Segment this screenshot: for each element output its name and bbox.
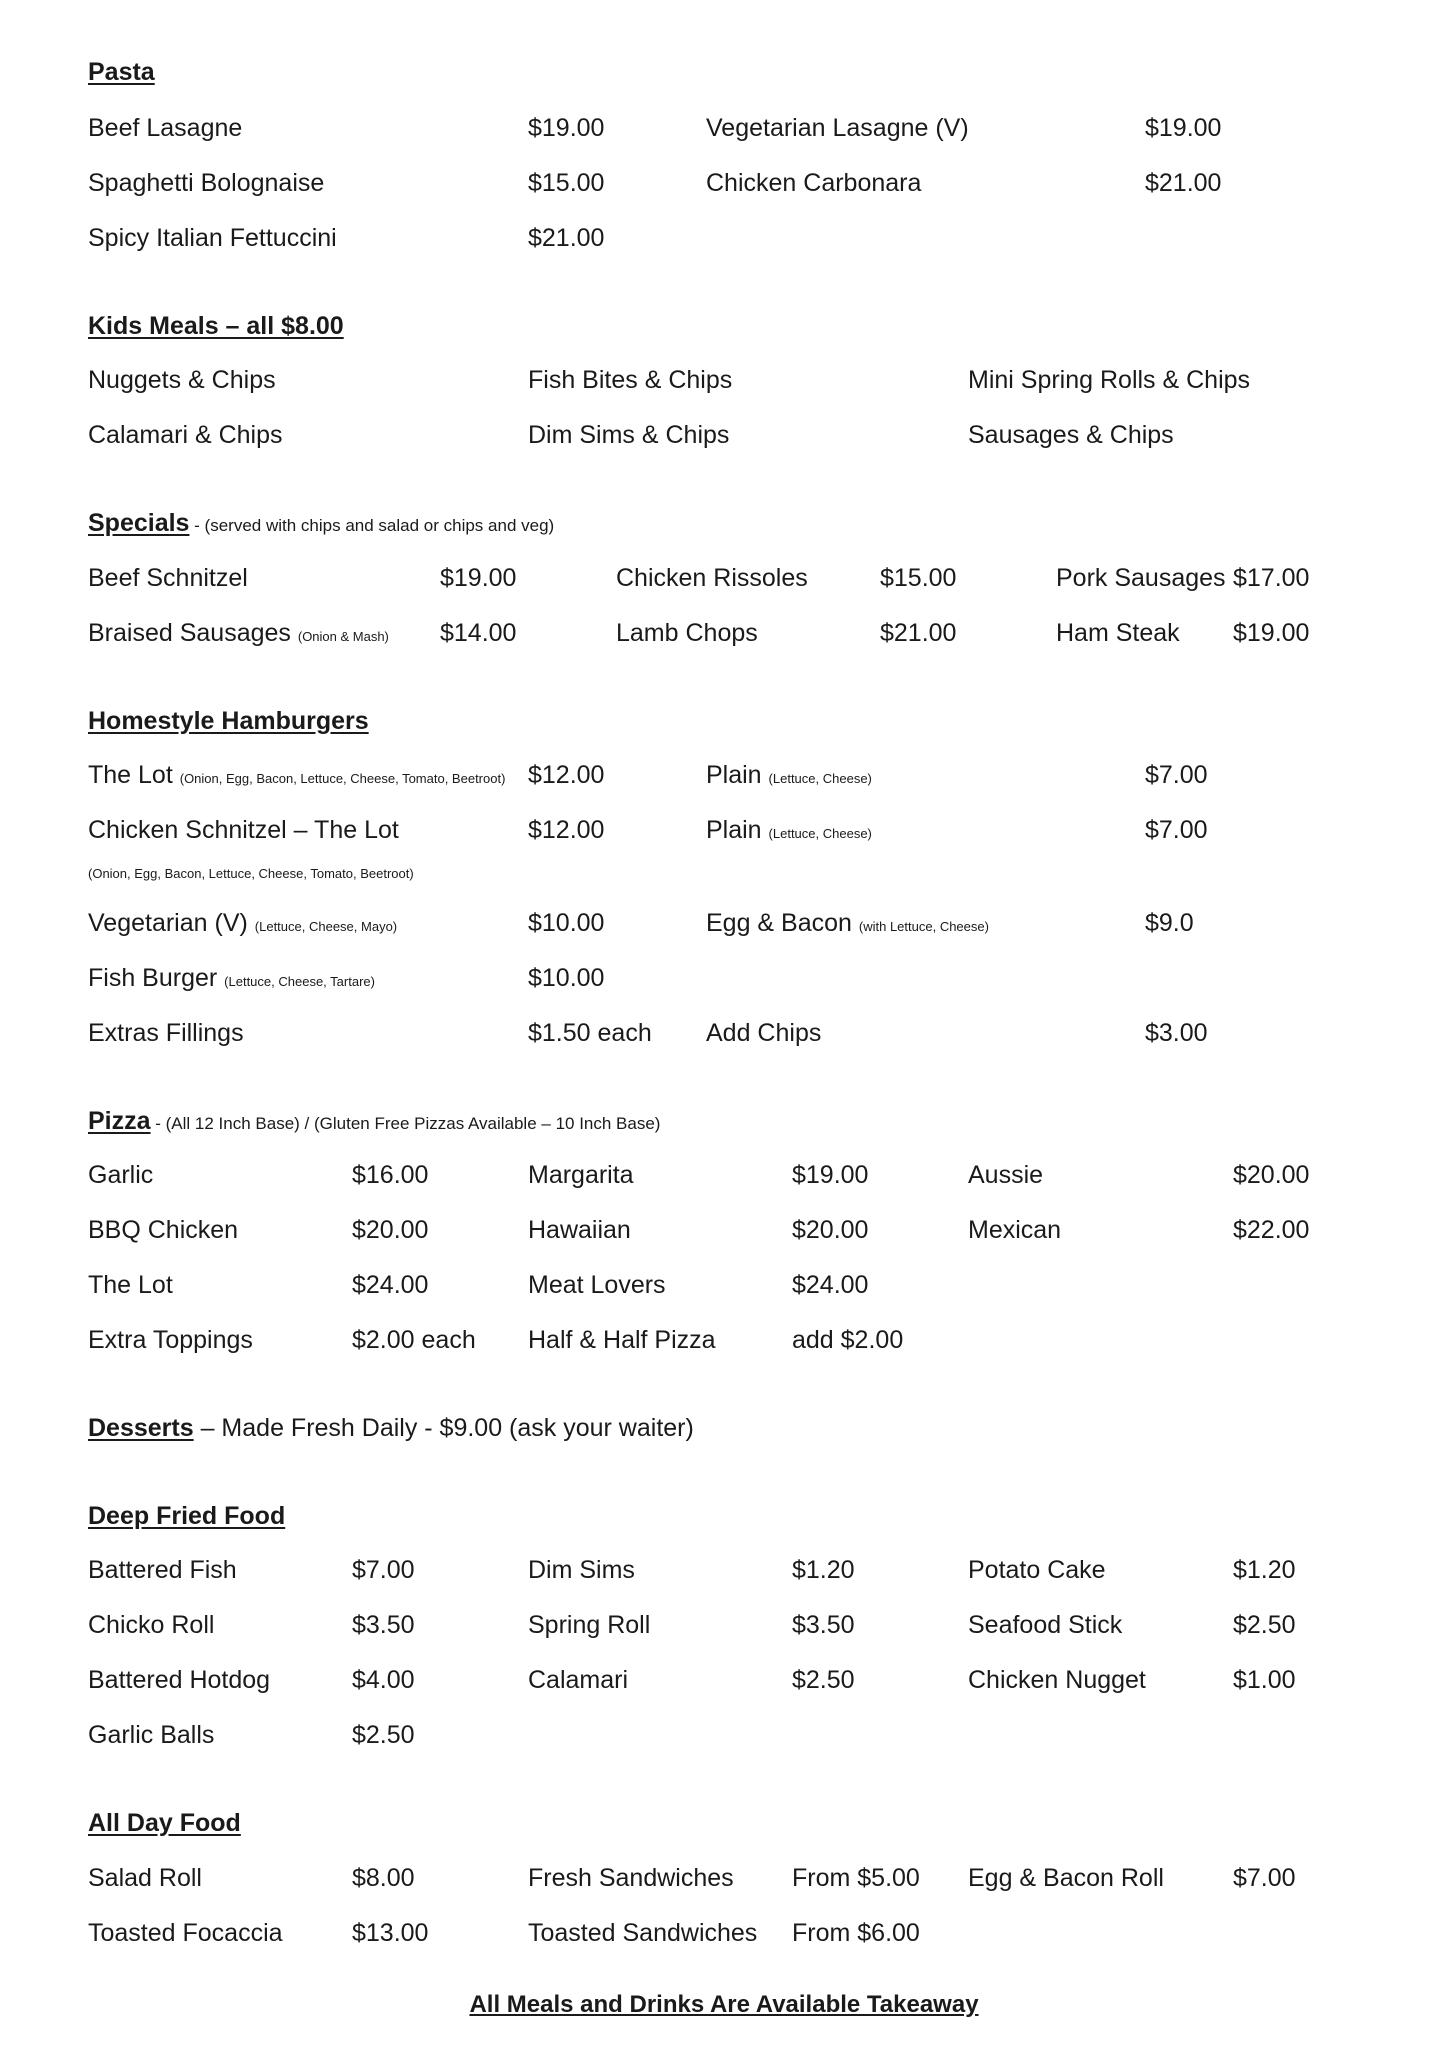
menu-item-price: $20.00 — [1233, 1161, 1310, 1189]
menu-item-name: Egg & Bacon Roll — [968, 1864, 1164, 1892]
menu-item-price: $2.00 each — [352, 1326, 476, 1354]
menu-item-price: add $2.00 — [792, 1326, 904, 1354]
menu-item — [88, 963, 375, 997]
menu-item-name: The Lot — [88, 761, 173, 789]
menu-item-price: $7.00 — [1145, 761, 1208, 789]
section-heading-all-day: All Day Food — [88, 1809, 241, 1837]
menu-item-detail: (Lettuce, Cheese, Tartare) — [224, 974, 375, 989]
section-header-specials — [88, 508, 554, 541]
menu-item-name: Extras Fillings — [88, 1019, 244, 1047]
menu-item-price: $3.00 — [1145, 1019, 1208, 1047]
menu-item-price: $7.00 — [1145, 816, 1208, 844]
section-note: - (All 12 Inch Base) / (Gluten Free Pizzas Available – 10 Inch Base) — [150, 1114, 661, 1133]
menu-item-name: Pork Sausages — [1056, 564, 1226, 592]
section-header-desserts — [88, 1413, 694, 1443]
menu-item-price: $20.00 — [352, 1216, 429, 1244]
menu-item-name: Salad Roll — [88, 1864, 202, 1892]
section-heading-pizza: Pizza — [88, 1107, 151, 1135]
menu-item-price: $2.50 — [792, 1666, 855, 1694]
menu-item-name: Beef Lasagne — [88, 114, 243, 142]
menu-item-name: Plain — [706, 816, 762, 844]
menu-item-name: Dim Sims — [528, 1556, 635, 1584]
menu-item-price: $21.00 — [1145, 169, 1222, 197]
section-heading-hamburgers: Homestyle Hamburgers — [88, 707, 369, 735]
menu-item-name: Mini Spring Rolls & Chips — [968, 366, 1251, 394]
menu-item-name: Chicken Carbonara — [706, 169, 922, 197]
menu-item-name: Lamb Chops — [616, 619, 758, 647]
menu-item-price: $1.50 each — [528, 1019, 652, 1047]
menu-item-name: Hawaiian — [528, 1216, 631, 1244]
menu-item — [88, 760, 505, 794]
menu-item-name: Fresh Sandwiches — [528, 1864, 734, 1892]
menu-item-name: Chicken Schnitzel – The Lot — [88, 816, 399, 844]
menu-item-name: Aussie — [968, 1161, 1044, 1189]
menu-item-price: $7.00 — [1233, 1864, 1296, 1892]
menu-item-name: Vegetarian (V) — [88, 909, 248, 937]
section-heading-desserts: Desserts — [88, 1414, 194, 1442]
menu-item-name: Egg & Bacon — [706, 909, 852, 937]
menu-item-price: $19.00 — [1145, 114, 1222, 142]
menu-item-name: Battered Fish — [88, 1556, 237, 1584]
menu-item-price: $16.00 — [352, 1161, 429, 1189]
menu-item-price: $24.00 — [792, 1271, 869, 1299]
menu-item-name: Mexican — [968, 1216, 1062, 1244]
menu-item-name: Dim Sims & Chips — [528, 421, 730, 449]
section-note: - (served with chips and salad or chips and veg) — [189, 516, 555, 535]
menu-item-name: Spaghetti Bolognaise — [88, 169, 325, 197]
menu-item-price: $8.00 — [352, 1864, 415, 1892]
menu-item-price: $22.00 — [1233, 1216, 1310, 1244]
menu-item-name: Add Chips — [706, 1019, 822, 1047]
menu-item — [88, 618, 389, 652]
menu-item-name: Seafood Stick — [968, 1611, 1123, 1639]
menu-item-name: Chicken Rissoles — [616, 564, 808, 592]
menu-item-name: Extra Toppings — [88, 1326, 253, 1354]
menu-item-name: Plain — [706, 761, 762, 789]
menu-item-price: $1.20 — [1233, 1556, 1296, 1584]
menu-item-name: Fish Bites & Chips — [528, 366, 733, 394]
menu-item-price: $13.00 — [352, 1919, 429, 1947]
menu-item — [706, 760, 872, 794]
menu-item-name: Chicko Roll — [88, 1611, 215, 1639]
menu-item-price: $21.00 — [528, 224, 605, 252]
menu-item-name: Nuggets & Chips — [88, 366, 276, 394]
menu-item-name: Chicken Nugget — [968, 1666, 1146, 1694]
menu-item-name: Garlic Balls — [88, 1721, 215, 1749]
menu-item-price: $1.20 — [792, 1556, 855, 1584]
menu-item-name: Toasted Sandwiches — [528, 1919, 758, 1947]
menu-item — [706, 815, 872, 849]
menu-item — [706, 908, 989, 942]
menu-item-price: $15.00 — [528, 169, 605, 197]
menu-item-price: $17.00 — [1233, 564, 1310, 592]
menu-item-name: Beef Schnitzel — [88, 564, 248, 592]
menu-item-name: Battered Hotdog — [88, 1666, 271, 1694]
menu-item-detail: (Lettuce, Cheese) — [768, 771, 872, 786]
menu-item-name: Potato Cake — [968, 1556, 1106, 1584]
menu-item-price: $7.00 — [352, 1556, 415, 1584]
menu-item-price: $19.00 — [792, 1161, 869, 1189]
section-heading-specials: Specials — [88, 509, 190, 537]
menu-item-price: $19.00 — [1233, 619, 1310, 647]
menu-item-price: $12.00 — [528, 816, 605, 844]
menu-item-price: $10.00 — [528, 909, 605, 937]
menu-item-detail: (Onion, Egg, Bacon, Lettuce, Cheese, Tomato, Beetroot) — [88, 866, 414, 881]
menu-item-price: $4.00 — [352, 1666, 415, 1694]
menu-item-price: $15.00 — [880, 564, 957, 592]
desserts-text: – Made Fresh Daily - $9.00 (ask your waiter) — [193, 1414, 694, 1442]
menu-item-name: Calamari & Chips — [88, 421, 283, 449]
menu-item — [88, 908, 397, 942]
menu-item-name: Ham Steak — [1056, 619, 1180, 647]
section-header-pizza — [88, 1106, 660, 1139]
menu-item-price: $9.0 — [1145, 909, 1194, 937]
section-heading-kids-meals: Kids Meals – all $8.00 — [88, 312, 344, 340]
menu-item-price: $1.00 — [1233, 1666, 1296, 1694]
menu-item-price: $20.00 — [792, 1216, 869, 1244]
takeaway-footer: All Meals and Drinks Are Available Takeaway — [469, 1991, 979, 2018]
menu-item-price: $3.50 — [352, 1611, 415, 1639]
menu-item-name: Sausages & Chips — [968, 421, 1174, 449]
menu-item-price: $2.50 — [1233, 1611, 1296, 1639]
menu-item-price: $3.50 — [792, 1611, 855, 1639]
section-heading-deep-fried: Deep Fried Food — [88, 1502, 286, 1530]
menu-item-name: Spicy Italian Fettuccini — [88, 224, 337, 252]
menu-item-detail: (Onion, Egg, Bacon, Lettuce, Cheese, Tomato, Beetroot) — [179, 771, 506, 786]
menu-item-price: From $5.00 — [792, 1864, 920, 1892]
menu-item-name: Braised Sausages — [88, 619, 291, 647]
section-heading-pasta: Pasta — [88, 58, 155, 86]
menu-item-price: $19.00 — [528, 114, 605, 142]
menu-item-detail: (Onion & Mash) — [297, 629, 389, 644]
menu-item-name: Margarita — [528, 1161, 634, 1189]
menu-item-name: Vegetarian Lasagne (V) — [706, 114, 969, 142]
menu-item-name: Fish Burger — [88, 964, 218, 992]
menu-item-name: Spring Roll — [528, 1611, 651, 1639]
menu-item-price: From $6.00 — [792, 1919, 920, 1947]
menu-item-name: Calamari — [528, 1666, 629, 1694]
menu-item-detail: (with Lettuce, Cheese) — [858, 919, 989, 934]
menu-item-price: $24.00 — [352, 1271, 429, 1299]
menu-item-name: Half & Half Pizza — [528, 1326, 716, 1354]
menu-item-name: Toasted Focaccia — [88, 1919, 283, 1947]
menu-item-detail: (Lettuce, Cheese) — [768, 826, 872, 841]
menu-item-price: $21.00 — [880, 619, 957, 647]
menu-item-name: The Lot — [88, 1271, 173, 1299]
menu-item-name: Garlic — [88, 1161, 154, 1189]
menu-item-name: BBQ Chicken — [88, 1216, 239, 1244]
menu-item-price: $10.00 — [528, 964, 605, 992]
menu-item-detail: (Lettuce, Cheese, Mayo) — [254, 919, 398, 934]
menu-item-price: $19.00 — [440, 564, 517, 592]
menu-item-price: $14.00 — [440, 619, 517, 647]
menu-item-price: $2.50 — [352, 1721, 415, 1749]
menu-item-price: $12.00 — [528, 761, 605, 789]
menu-item-name: Meat Lovers — [528, 1271, 666, 1299]
